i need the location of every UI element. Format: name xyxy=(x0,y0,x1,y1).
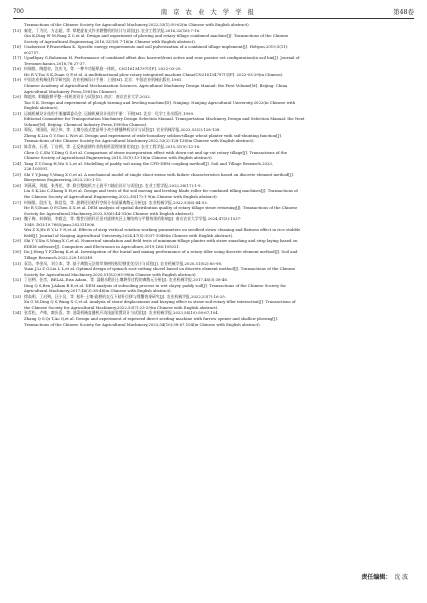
reference-text: Chinese Society of Agricultural Engineering,2015,31(9):13-18(in Chinese with English abstract). xyxy=(24,155,213,161)
reference-text: 何瑞银，陶超泉，沈庆飞，等. 一种多功能犁旋一体机，CN216134797U[P]. 2022-03-29. xyxy=(24,66,182,72)
reference-text: e02757. xyxy=(24,49,40,55)
reference-text: 丁启朔，任彦，BELAL Eisa Adam，等. 湿黏水稻田土壤耕作过程的离散元分析[J]. 农业机械学报,2017,48(3):38-48. xyxy=(24,277,229,283)
editor-name: 沈 波 xyxy=(394,575,408,581)
reference-text: Chen Q C,Shi Y,Ding Q S,et al. Comparison of straw incorporation effect with down-cut and up-cut rotary tillage[J]. Transactions of the xyxy=(24,149,288,155)
reference-number: [29] xyxy=(13,238,21,244)
page-number: 700 xyxy=(13,7,24,15)
reference-text: Volume[M]. Beijing: Chemical Industry Press,1999(in Chinese). xyxy=(24,121,148,127)
reference-number: [15] xyxy=(13,27,21,33)
reference-text: Upadhyay G,Raheman H. Performance of combined offset disc harrow(front active and rear passive set configuration)in soil bin[J]. Journal of xyxy=(24,55,300,61)
reference-text: Shi Y Y,Jiang Y,Wang X C,et al. A mechanical model of single shoot stems with failure characteristics based on discrete element method[J]. xyxy=(24,171,295,177)
reference-number: [17] xyxy=(13,55,21,61)
reference-text: field[J]. Journal of Nanjing Agricultural University,2024,47(5):1037-1048(in Chinese with English abstract). xyxy=(24,232,234,238)
reference-text: Agricultural Machinery,2017,48(3):38-48(in Chinese with English abstract). xyxy=(24,288,172,294)
reference-text: 郑侃，刘国阳，闻立伟，等. 土壤分流式宽苗带小麦少耕播种机设计与试验[J]. 农业机械学报,2022,53(2):128-138. xyxy=(24,127,221,133)
reference-number: [22] xyxy=(13,127,21,133)
reference-number: [24] xyxy=(13,160,21,166)
reference-text: Liu S K,Liu C,Zhang X H,et al. Design and tests of the soil moving and leveling blade roller for combined tilling machines[J]. Transactions of xyxy=(24,188,298,194)
reference-text: Chinese Academy of Agricultural Mechanization Sciences. Agricultural Machinery Design Manual: the First Volume[M]. Beijing: China xyxy=(24,83,288,89)
reference-text: 刘燕燕，刘超，张秀花，等. 联合整地机刀土旋平刀输出设计与试验[J]. 农业工程学报,2022,38(17):1-9. xyxy=(24,182,202,188)
reference-text: English abstract). xyxy=(24,105,59,111)
reference-line xyxy=(13,322,414,328)
reference-number: [26] xyxy=(13,182,21,188)
reference-text: 何瑞银，段庆飞，陈信信，等. 旋耕还田秸秆空间分布质量离散元分析[J]. 农业机械学报,2022,53(6):44-53. xyxy=(24,199,208,205)
reference-text: 运输机械设计选用手册编辑委员会. 运输机械设计选用手册：下册[M]. 北京：化学工业出版社,1999. xyxy=(24,110,195,116)
reference-text: Agricultural Machinery Press,1981(in Chinese). xyxy=(24,88,118,94)
reference-number: [30] xyxy=(13,249,21,255)
reference-text: Zheng K,Liu G Y,Guo L W,et al. Design and experiment of wide-boundary seldom-tillage wheat planter with soil-shunting function[J]. xyxy=(24,132,282,138)
reference-text: Tang Z Y,Gong H,Wu S L,et al. Modelling of paddy soil using the CFD-DEM coupling method[J]. Soil and Tillage Research,2023, xyxy=(24,160,274,166)
reference-number: [23] xyxy=(13,144,21,150)
reference-text: EDEM software[J]. Computers and Electronics in Agriculture,2019,166:105021. xyxy=(24,243,181,249)
reference-text: Society of Agricultural Engineering,2016,32(16):7-16(in Chinese with English abstract). xyxy=(24,38,196,44)
reference-text: Ding Q S,Ren J,Adam B E,et al. DEM analysis of subsoiling process in wet clayey paddy soil[J]. Transactions of the Chinese Society for xyxy=(24,282,286,288)
reference-text: 徐高明，丁启朔，汪小旵，等. 秸秆-土壤-旋耕机交互下秸秆位移与埋覆效果研究[J]. 农业机械学报,2022,53(7):16-25. xyxy=(24,293,226,299)
reference-number: [32] xyxy=(13,277,21,283)
reference-text: 226:105591. xyxy=(24,166,49,172)
reference-text: Society for Agricultural Machinery,2020,51(S2):85-98(in Chinese with English abstract). xyxy=(24,271,197,277)
running-header xyxy=(13,5,414,17)
reference-number: [27] xyxy=(13,199,21,205)
reference-number: [33] xyxy=(13,293,21,299)
reference-text: 中国农业机械化科学研究院. 农业机械设计手册：上册[M]. 北京：中国农业机械出版社,1981. xyxy=(24,77,183,83)
reference-text: 陶超泉. 犁翻旋耕平整一体机的设计与试验[D]. 南京：南京农业大学,2022. xyxy=(24,94,151,100)
reference-list xyxy=(13,22,414,327)
reference-text: Transactions of the Chinese Society for Agricultural Machinery,2022,53(2):128-138(in Chinese with English abstract). xyxy=(24,138,255,144)
reference-text: Yuan J,Li Z G,Liu L L,et al. Optimal design of spinach root-cutting shovel based on discrete element method[J]. Transactions of the Chinese xyxy=(24,266,296,272)
reference-text: Du J,Heng Y F,Zheng K,et al. Investigation of the burial and mixing performance of a rotary tiller using discrete element method[J]. Soil and xyxy=(24,249,298,255)
journal-title: 南 京 农 业 大 学 学 报 xyxy=(160,7,257,16)
reference-number: [18] xyxy=(13,66,21,72)
reference-text: Biosystems Engineering,2023,230:1-15. xyxy=(24,177,102,183)
reference-number: [28] xyxy=(13,216,21,222)
reference-text: Tillage Research,2022,220:105349. xyxy=(24,254,94,260)
reference-number: [16] xyxy=(13,44,21,50)
reference-text: He R Y,Tao S K,Duan Q F,et al. A multifunctional plow rotary integrated machine,China(CN216134797U)[P]. 2022-03-29(in Chinese). xyxy=(24,71,284,77)
reference-text: 1048. DOI:10.7685/jnau.202311006. xyxy=(24,221,96,227)
editor-credit xyxy=(361,572,408,581)
reference-text: Tao S K. Design and experiment of plough turning and leveling machine[D]. Nanjing: Nanjing Agricultural University,2022(in Chinese with xyxy=(24,99,296,105)
reference-number: [20] xyxy=(13,94,21,100)
reference-number: [25] xyxy=(13,171,21,177)
header-rule xyxy=(13,18,414,19)
reference-text: Qin K,Ding W M,Fang Z C,et al. Design and experiment of plowing and rotary tillage combined machine[J]. Transactions of the Chinese xyxy=(24,33,289,39)
reference-text: Society for Agricultural Machinery,2022,53(6):44-53(in Chinese with English abstract). xyxy=(24,210,195,216)
reference-text: 张青松，卢帅，廖庆喜，等. 油菜机械直播机开沟浅旋装置设计与试验[J]. 农业机械学报,2023,54(10):58-67,104. xyxy=(24,310,219,316)
reference-text: Transactions of the Chinese Society for Agricultural Machinery,2023,54(10):58-67,104(in Chinese with English abstract). xyxy=(24,321,261,327)
reference-text: Zhang Q S,Qi T,Ao Q,et al. Design and experiment of rapeseed direct seeding machine with furrow opener and shallow plowing[J]. xyxy=(24,315,279,321)
reference-text: Wei Z X,He R Y,Li Y N,et al. Effects of strip vertical rotation working parameters on seedbed straw cleaning and flatness effect in rice stubble xyxy=(24,227,301,233)
volume-label: 第48卷 xyxy=(393,7,414,16)
reference-number: [19] xyxy=(13,77,21,83)
reference-text: He R Y,Duan Q F,Chen X X,et al. DEM analysis of spatial distribution quality of rotary tillage straw returning[J]. Transactions of the Chinese xyxy=(24,205,298,211)
reference-number: [34] xyxy=(13,310,21,316)
reference-number: [21] xyxy=(13,110,21,116)
reference-number: [31] xyxy=(13,260,21,266)
reference-text: the Chinese Society for Agricultural Machinery,2022,53(7):23-29(in Chinese with English abstract). xyxy=(24,304,219,310)
reference-text: Shi Y Y,Xin S,Wang X C,et al. Numerical simulation and field tests of minimum-tillage planter with straw smashing and strip laying based on xyxy=(24,238,298,244)
reference-text: Transactions of the Chinese Society for Agricultural Machinery,2022,53(1):50-62(in Chinese with English abstract). xyxy=(24,22,250,27)
reference-text: Usaborisut P,Prasertkan K. Specific energy requirements and soil pulverization of a combined tillage implement[J]. Heliyon,2019,5(11): xyxy=(24,44,289,50)
reference-text: the Chinese Society of Agricultural Engineering,2022,38(17):1-9(in Chinese with English abstract). xyxy=(24,193,218,199)
reference-text: 袁浩，李金凤，刘立本，等. 基于离散元法的苹果树枝根切割优化设计与试验[J]. 农业机械学报,2020,51(S2):85-98. xyxy=(24,260,223,266)
reference-text: Xu G M,Ding Q S,Wang X C,et al. Analysis of straw displacement and burying effect in straw-soil-rotary tiller interaction[J]. Transactions of xyxy=(24,299,296,305)
reference-text: 陈青春，石勇，丁启朔，等. 正反转旋耕作业的秸秆混埋效果比较[J]. 农业工程学报,2015,31(9):13-18. xyxy=(24,144,201,150)
reference-text: Terramechanics,2018,78:27-37. xyxy=(24,60,86,66)
reference-text: 秦宽，丁为民，方志超，等. 犁耙旋复式作业耕整机的设计与试验[J]. 农业工程学报,2016,32(16):7-16. xyxy=(24,27,201,33)
editor-label: 责任编辑： xyxy=(361,575,392,581)
reference-text: Editorial Committee for Transportation Machinery Design Selection Manual. Transportation Machinery Design and Selection Manual: the Next xyxy=(24,116,305,122)
reference-text: 魏子梅，何瑞银，李毅念，等. 稻茬田秸秆还田对旋耕麦区土壤结构与平整效果的影响[J]. 南京农业大学学报,2024,47(5):1037- xyxy=(24,216,242,222)
